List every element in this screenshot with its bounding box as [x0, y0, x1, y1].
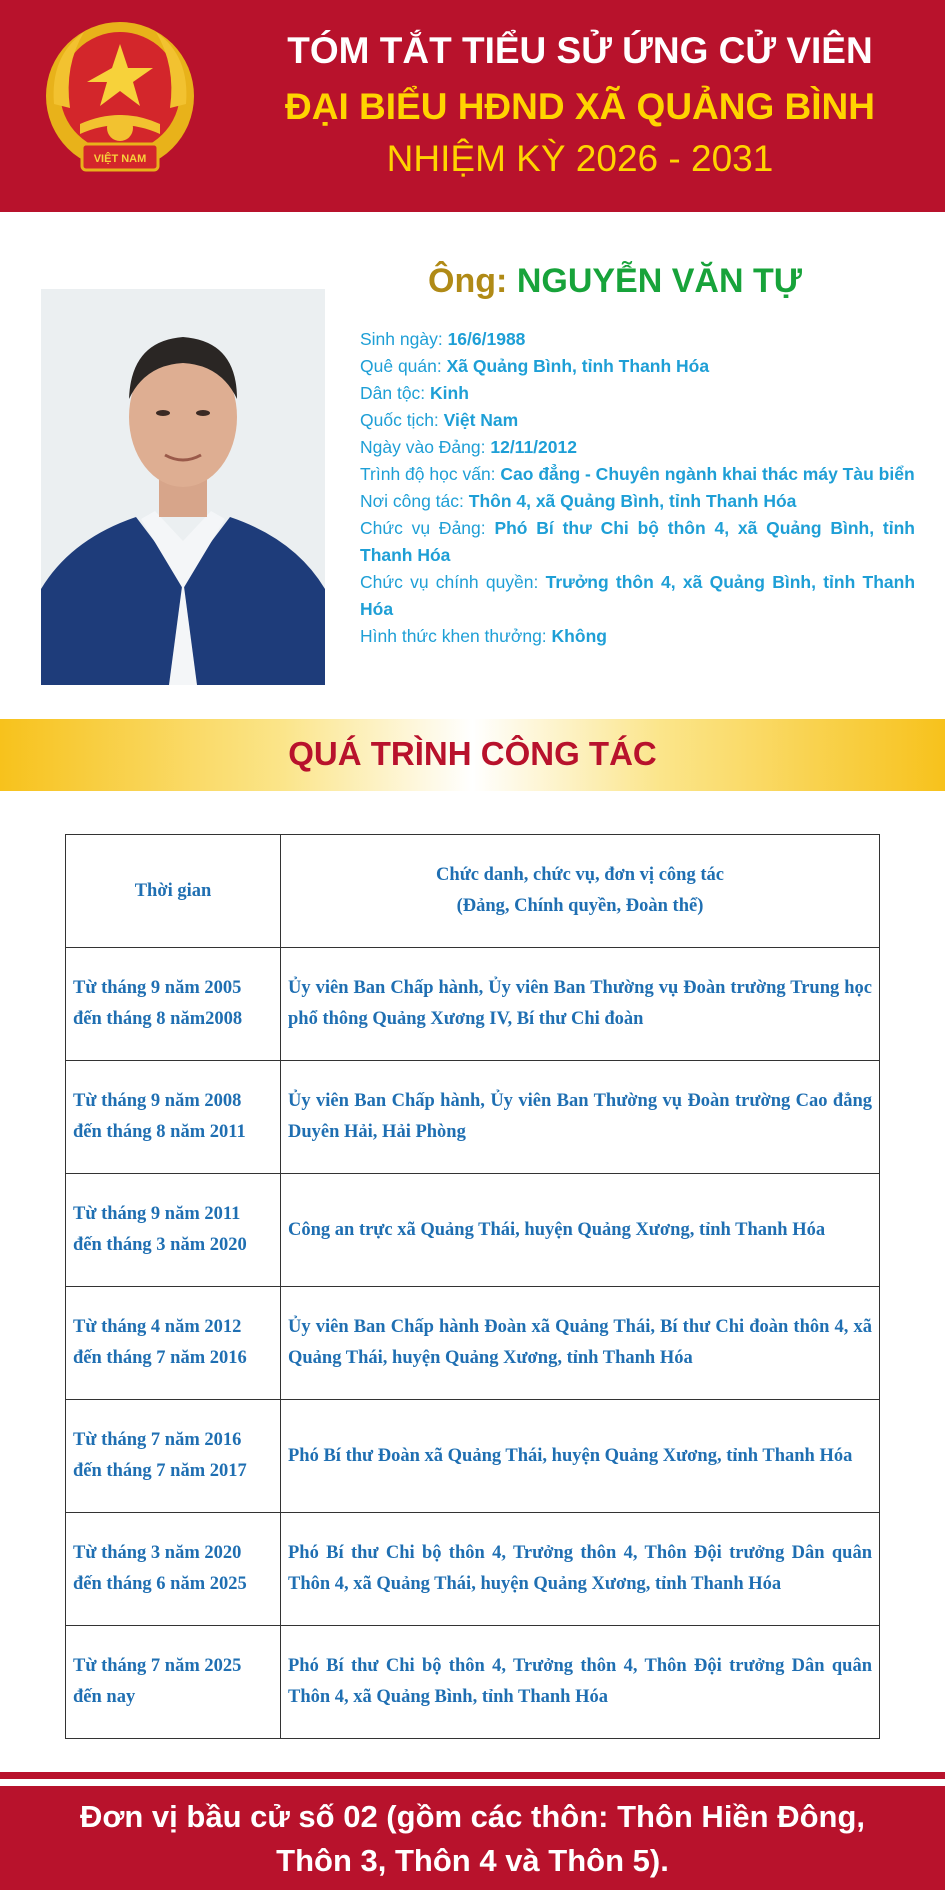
bio-label: Sinh ngày: [360, 329, 448, 349]
candidate-prefix: Ông: [428, 262, 517, 300]
bio-party-join-date [360, 434, 915, 461]
national-emblem-icon [40, 16, 200, 182]
bio-label: Hình thức khen thưởng: [360, 626, 552, 646]
header-time: Thời gian [66, 835, 281, 948]
row-position: Công an trực xã Quảng Thái, huyện Quảng Xương, tỉnh Thanh Hóa [281, 1174, 880, 1287]
work-history-table [65, 834, 880, 1739]
bio-value: Xã Quảng Bình, tỉnh Thanh Hóa [446, 356, 710, 376]
row-position: Phó Bí thư Chi bộ thôn 4, Trưởng thôn 4, Thôn Đội trưởng Dân quân Thôn 4, xã Quảng Thái, huyện Quảng Xương, tỉnh Thanh Hóa [281, 1513, 880, 1626]
header-title-line3: NHIỆM KỲ 2026 - 2031 [386, 138, 774, 179]
candidate-photo [41, 289, 325, 685]
bio-value: 16/6/1988 [447, 329, 526, 349]
table-row [66, 1061, 880, 1174]
footer-line2: Thôn 3, Thôn 4 và Thôn 5). [276, 1843, 669, 1878]
bio-list [360, 326, 915, 650]
bio-government-position [360, 569, 915, 623]
header-title-line1: TÓM TẮT TIỂU SỬ ỨNG CỬ VIÊN [287, 30, 873, 71]
bio-label: Dân tộc: [360, 383, 431, 403]
bio-value: Việt Nam [443, 410, 519, 430]
table-row [66, 1513, 880, 1626]
bio-hometown [360, 353, 915, 380]
row-position: Ủy viên Ban Chấp hành, Ủy viên Ban Thường vụ Đoàn trường Cao đẳng Duyên Hải, Hải Phòng [281, 1061, 880, 1174]
bio-awards [360, 623, 915, 650]
header-title-line2: ĐẠI BIỂU HĐND XÃ QUẢNG BÌNH [285, 86, 875, 127]
row-time: Từ tháng 7 năm 2016 đến tháng 7 năm 2017 [66, 1400, 281, 1513]
candidate-name [360, 262, 870, 301]
emblem-text: VIỆT NAM [93, 153, 147, 165]
table-row [66, 1174, 880, 1287]
footer-line1: Đơn vị bầu cử số 02 (gồm các thôn: Thôn Hiền Đông, [79, 1799, 866, 1834]
bio-label: Ngày vào Đảng: [360, 437, 491, 457]
bio-label: Chức vụ Đảng: [360, 518, 495, 538]
bio-nationality [360, 407, 915, 434]
row-position: Ủy viên Ban Chấp hành, Ủy viên Ban Thường vụ Đoàn trường Trung học phổ thông Quảng Xương IV, Bí thư Chi đoàn [281, 948, 880, 1061]
electoral-unit-text [30, 1795, 915, 1883]
bio-label: Quốc tịch: [360, 410, 444, 430]
table-row [66, 1626, 880, 1739]
bio-label: Nơi công tác: [360, 491, 469, 511]
bio-ethnicity [360, 380, 915, 407]
bio-value: Cao đẳng - Chuyên ngành khai thác máy Tàu biển [500, 464, 915, 484]
bio-value: Kinh [430, 383, 469, 403]
row-position: Phó Bí thư Chi bộ thôn 4, Trưởng thôn 4, Thôn Đội trưởng Dân quân Thôn 4, xã Quảng Bình, tỉnh Thanh Hóa [281, 1626, 880, 1739]
table-header-row [66, 835, 880, 948]
footer-divider [0, 1772, 945, 1779]
candidate-name-text: NGUYỄN VĂN TỰ [516, 262, 802, 300]
bio-label: Chức vụ chính quyền: [360, 572, 546, 592]
row-time: Từ tháng 9 năm 2011 đến tháng 3 năm 2020 [66, 1174, 281, 1287]
table-row [66, 1287, 880, 1400]
header-position-line2: (Đảng, Chính quyền, Đoàn thể) [456, 896, 704, 916]
row-time: Từ tháng 9 năm 2008 đến tháng 8 năm 2011 [66, 1061, 281, 1174]
bio-value: Không [551, 626, 607, 646]
table-row [66, 1400, 880, 1513]
section-title: QUÁ TRÌNH CÔNG TÁC [288, 735, 657, 772]
bio-label: Quê quán: [360, 356, 447, 376]
bio-workplace [360, 488, 915, 515]
bio-education [360, 461, 915, 488]
bio-value: Trưởng thôn 4, xã Quảng Bình, tỉnh Thanh Hóa [360, 572, 916, 619]
row-time: Từ tháng 7 năm 2025 đến nay [66, 1626, 281, 1739]
row-time: Từ tháng 3 năm 2020 đến tháng 6 năm 2025 [66, 1513, 281, 1626]
row-position: Ủy viên Ban Chấp hành Đoàn xã Quảng Thái, Bí thư Chi đoàn thôn 4, xã Quảng Thái, huyện Quảng Xương, tỉnh Thanh Hóa [281, 1287, 880, 1400]
table-row [66, 948, 880, 1061]
bio-value: Phó Bí thư Chi bộ thôn 4, xã Quảng Bình, tỉnh Thanh Hóa [360, 518, 915, 565]
header-position [281, 835, 880, 948]
header-position-line1: Chức danh, chức vụ, đơn vị công tác [436, 865, 724, 885]
bio-label: Trình độ học vấn: [360, 464, 501, 484]
row-time: Từ tháng 9 năm 2005 đến tháng 8 năm2008 [66, 948, 281, 1061]
bio-value: 12/11/2012 [490, 437, 577, 457]
row-position: Phó Bí thư Đoàn xã Quảng Thái, huyện Quảng Xương, tỉnh Thanh Hóa [281, 1400, 880, 1513]
bio-value: Thôn 4, xã Quảng Bình, tỉnh Thanh Hóa [468, 491, 797, 511]
row-time: Từ tháng 4 năm 2012 đến tháng 7 năm 2016 [66, 1287, 281, 1400]
bio-party-position [360, 515, 915, 569]
bio-birth-date [360, 326, 915, 353]
